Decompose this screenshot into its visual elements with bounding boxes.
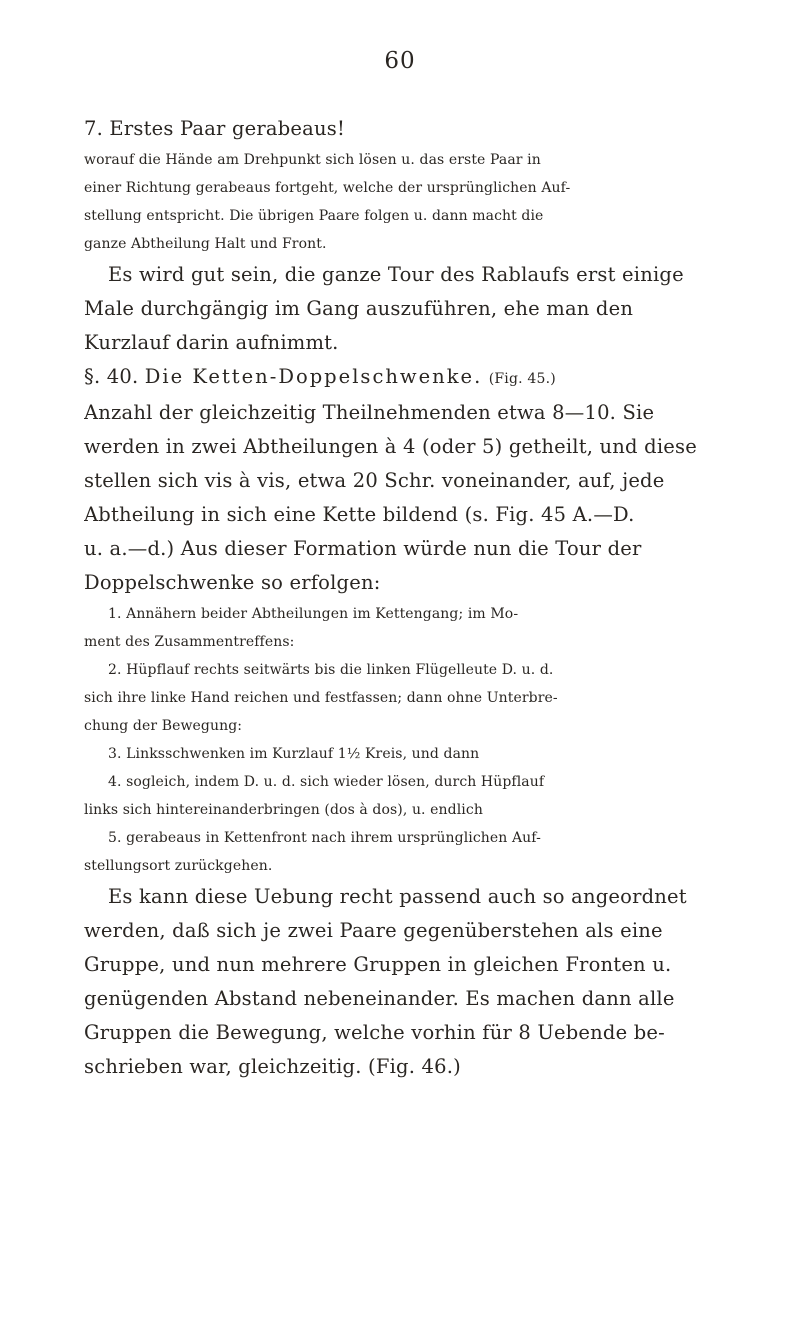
paragraph-line: Kurzlauf darin aufnimmt. [84,331,339,354]
step-line: ment des Zusammentreffens: [84,634,295,650]
paragraph-groups [84,880,744,1084]
list-item [84,768,744,824]
paragraph-line: Male durchgängig im Gang auszuführen, ehe man den [84,297,634,320]
step-line: 1. Annähern beider Abtheilungen im Kettengang; im Mo- [108,606,519,622]
section-7-line: ganze Abtheilung Halt und Front. [84,236,327,252]
steps-list [84,600,744,880]
section-40-line: stellen sich vis à vis, etwa 20 Schr. voneinander, auf, jede [84,469,665,492]
step-line: stellungsort zurückgehen. [84,858,273,874]
section-40-heading-line [84,360,744,396]
paragraph-rablauf [84,258,744,360]
section-7-heading: 7. Erstes Paar gerabeaus! [84,117,345,140]
section-7-line: worauf die Hände am Drehpunkt sich lösen u. das erste Paar in [84,152,541,168]
section-title: Die Ketten-Doppelschwenke. [144,365,483,388]
step-line: 3. Linksschwenken im Kurzlauf 1½ Kreis, und dann [108,746,480,762]
page-number: 60 [384,48,416,74]
paragraph-line: genügenden Abstand nebeneinander. Es machen dann alle [84,987,675,1010]
text-block [84,112,744,1084]
section-7 [84,112,744,258]
step-line: sich ihre linke Hand reichen und festfassen; dann ohne Unterbre- [84,690,558,706]
list-item [84,656,744,740]
step-line: links sich hintereinanderbringen (dos à dos), u. endlich [84,802,483,818]
list-item [84,824,744,880]
paragraph-line: Gruppe, und nun mehrere Gruppen in gleichen Fronten u. [84,953,672,976]
section-7-line: einer Richtung gerabeaus fortgeht, welche der ursprünglichen Auf- [84,180,571,196]
section-7-line: stellung entspricht. Die übrigen Paare folgen u. dann macht die [84,208,544,224]
section-40-line: werden in zwei Abtheilungen à 4 (oder 5) getheilt, und diese [84,435,697,458]
paragraph-line: Es wird gut sein, die ganze Tour des Rablaufs erst einige [108,263,684,286]
paragraph-line: Es kann diese Uebung recht passend auch so angeordnet [108,885,687,908]
paragraph-line: Gruppen die Bewegung, welche vorhin für 8 Uebende be- [84,1021,665,1044]
section-40-line: Doppelschwenke so erfolgen: [84,571,381,594]
figure-reference: (Fig. 45.) [488,371,556,387]
paragraph-line: schrieben war, gleichzeitig. (Fig. 46.) [84,1055,461,1078]
step-line: 2. Hüpflauf rechts seitwärts bis die linken Flügelleute D. u. d. [108,662,554,678]
step-line: 5. gerabeaus in Kettenfront nach ihrem ursprünglichen Auf- [108,830,541,846]
step-line: chung der Bewegung: [84,718,243,734]
section-40 [84,360,744,600]
section-40-line: u. a.—d.) Aus dieser Formation würde nun die Tour der [84,537,642,560]
step-line: 4. sogleich, indem D. u. d. sich wieder lösen, durch Hüpflauf [108,774,545,790]
paragraph-line: werden, daß sich je zwei Paare gegenüberstehen als eine [84,919,663,942]
list-item [84,740,744,768]
section-40-line: Anzahl der gleichzeitig Theilnehmenden etwa 8—10. Sie [84,401,655,424]
list-item [84,600,744,656]
section-40-line: Abtheilung in sich eine Kette bildend (s. Fig. 45 A.—D. [84,503,635,526]
section-number: §. 40. [84,365,139,388]
